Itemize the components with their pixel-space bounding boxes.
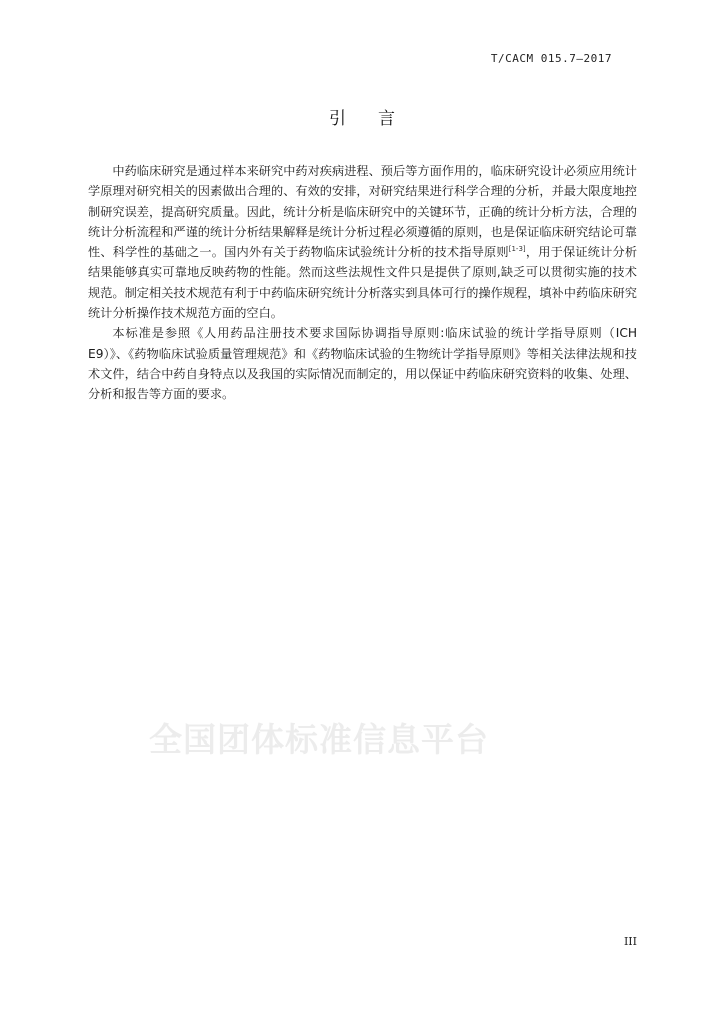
document-code: T/CACM 015.7—2017 — [490, 52, 612, 65]
body-text — [88, 161, 637, 405]
citation-superscript: [1-3] — [508, 245, 526, 254]
page-number: III — [623, 935, 637, 948]
page-title: 引言 — [329, 109, 427, 129]
watermark: 全国团体标准信息平台 — [149, 720, 489, 759]
paragraph-1-text: 中药临床研究是通过样本来研究中药对疾病进程、预后等方面作用的，临床研究设计必须应用统计学原理对研究相关的因素做出合理的、有效的安排，对研究结果进行科学合理的分析，并最大限度地控制研究误差，提高研究质量。因此，统计分析是临床研究中的关键环节，正确的统计分析方法，合理的统计分析流程和严谨的统计分析结果解释是统计分析过程必须遵循的原则，也是保证临床研究结论可靠性、科学性的基础之一。国内外有关于药物临床试验统计分析的技术指导原则 — [88, 164, 637, 260]
paragraph-1-text-continued: ，用于保证统计分析结果能够真实可靠地反映药物的性能。然而这些法规性文件只是提供了原则,缺乏可以贯彻实施的技术规范。制定相关技术规范有利于中药临床研究统计分析落实到具体可行的操作规程，填补中药临床研究统计分析操作技术规范方面的空白。 — [88, 245, 638, 321]
paragraph-2: 本标准是参照《人用药品注册技术要求国际协调指导原则:临床试验的统计学指导原则（ICH E9）》、《药物临床试验质量管理规范》和《药物临床试验的生物统计学指导原则》等相关法律法规和技术文件，结合中药自身特点以及我国的实际情况而制定的，用以保证中药临床研究资料的收集、处理、分析和报告等方面的要求。 — [88, 326, 637, 402]
paragraph-1 — [88, 161, 637, 323]
